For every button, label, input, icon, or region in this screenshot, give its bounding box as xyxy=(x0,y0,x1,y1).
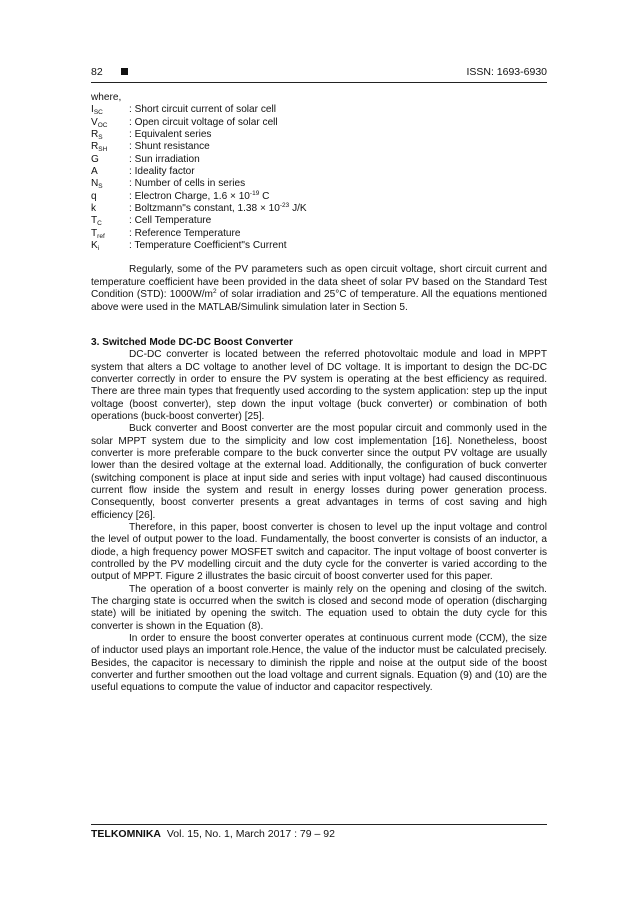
definition-row xyxy=(91,228,547,240)
definition-symbol: $K_i$ xyxy=(91,240,100,253)
definition-text: : Number of cells in series xyxy=(129,178,246,190)
page-footer xyxy=(91,828,335,840)
definition-row xyxy=(91,129,547,141)
page-number: 82 xyxy=(91,66,103,78)
definition-row xyxy=(91,117,547,129)
footer-rule xyxy=(91,824,547,825)
definition-row xyxy=(91,178,547,190)
definition-text: : Equivalent series xyxy=(129,129,212,141)
definition-symbol: $T_C$ xyxy=(91,215,102,228)
issn-label: ISSN: 1693-6930 xyxy=(466,66,547,78)
definition-symbol: $I_{SC}$ xyxy=(91,104,103,117)
definition-text: : Cell Temperature xyxy=(129,215,212,227)
definition-symbol: k xyxy=(91,203,97,215)
definition-row xyxy=(91,240,547,252)
definition-symbol: q xyxy=(91,190,97,202)
definition-symbol: $N_S$ xyxy=(91,178,103,191)
square-bullet-icon xyxy=(121,68,128,75)
definition-row xyxy=(91,191,547,203)
definition-text: : Shunt resistance xyxy=(129,141,210,153)
definition-list xyxy=(91,104,547,252)
definition-symbol: $T_{ref}$ xyxy=(91,227,105,240)
page-header xyxy=(91,66,547,82)
page-body xyxy=(91,92,547,695)
definition-row xyxy=(91,104,547,116)
definition-symbol: G xyxy=(91,153,99,165)
section-heading: 3. Switched Mode DC-DC Boost Converter xyxy=(91,336,293,348)
definition-text: : Reference Temperature xyxy=(129,227,241,239)
definition-text: : Ideality factor xyxy=(129,166,195,178)
paragraph: DC-DC converter is located between the referred photovoltaic module and load in MPPT system that alters a DC voltage to another level of DC voltage. It is important to design the DC-DC converter correctly in order to ensure the PV system is operating at the best efficiency as required. There are three main types that frequently used according to the system application: step up the input voltage (boost converter), step down the input voltage (buck converter) or combination of both operations (buck-boost converter) [25]. xyxy=(91,349,547,422)
definition-row xyxy=(91,215,547,227)
journal-citation: Vol. 15, No. 1, March 2017 : 79 – 92 xyxy=(166,828,335,840)
paragraph: The operation of a boost converter is mainly rely on the opening and closing of the switch. The charging state is occurred when the switch is closed and second mode of operation (discharging state) will be initiated by opening the switch. The equation used to obtain the duty cycle for this converter is shown in the Equation (8). xyxy=(91,583,547,632)
definition-symbol: $R_S$ xyxy=(91,129,103,142)
definition-text: : Boltzmann"s constant, $1.38 \times 10^{-23}$ J/K xyxy=(129,202,307,215)
definition-text: : Sun irradiation xyxy=(129,153,200,165)
paragraph: Therefore, in this paper, boost converter is chosen to level up the input voltage and control the level of output power to the load. Fundamentally, the boost converter is consists of an inductor, a diode, a high frequency power MOSFET switch and capacitor. The input voltage of boost converter is controlled by the PV modelling circuit and the duty cycle for the converter is varied according to the output of MPPT. Figure 2 illustrates the basic circuit of boost converter used for this paper. xyxy=(91,522,547,583)
where-label: where, xyxy=(91,92,122,103)
definition-text: : Open circuit voltage of solar cell xyxy=(129,116,278,128)
paragraph-std: Regularly, some of the PV parameters such as open circuit voltage, short circuit current and temperature coefficient have been provided in the data sheet of solar PV based on the Standard Test Condition (STD): $1000W/m^2$ of solar irradiation and 25°C of temperature. All the equations mentioned above were used in the MATLAB/Simulink simulation later in Section 5. xyxy=(91,264,547,313)
definition-row xyxy=(91,141,547,153)
journal-name: TELKOMNIKA xyxy=(91,828,161,840)
definition-row xyxy=(91,166,547,178)
paragraph: Buck converter and Boost converter are the most popular circuit and commonly used in the solar MPPT system due to the simplicity and low cost implementation [16]. Nonetheless, boost converter is more preferable compare to the buck converter since the output PV voltage are usually lower than the desired voltage at the external load. Additionally, the configuration of buck converter (switching component is place at input side and series with input voltage) had caused discontinuous current flow inside the system and result in energy losses during power generation process. Consequently, boost converter presents a great advantages in terms of cost saving and high efficiency [26]. xyxy=(91,423,547,521)
definition-row xyxy=(91,154,547,166)
header-rule xyxy=(91,82,547,83)
definition-text: : Temperature Coefficient"s Current xyxy=(129,240,287,252)
definition-symbol: $R_{SH}$ xyxy=(91,141,108,154)
definition-text: : Short circuit current of solar cell xyxy=(129,104,276,116)
definition-text: : Electron Charge, $1.6 \times 10^{-19}$ C xyxy=(129,189,270,202)
paragraph: In order to ensure the boost converter operates at continuous current mode (CCM), the size of inductor used plays an important role.Hence, the value of the inductor must be calculated precisely. Besides, the capacitor is necessary to diminish the ripple and noise at the output side of the boost converter and further smoothen out the load voltage and current signals. Equation (9) and (10) are the useful equations to compute the value of inductor and capacitor respectively. xyxy=(91,633,547,694)
definition-symbol: A xyxy=(91,166,98,178)
definition-symbol: $V_{OC}$ xyxy=(91,116,108,129)
definition-row xyxy=(91,203,547,215)
